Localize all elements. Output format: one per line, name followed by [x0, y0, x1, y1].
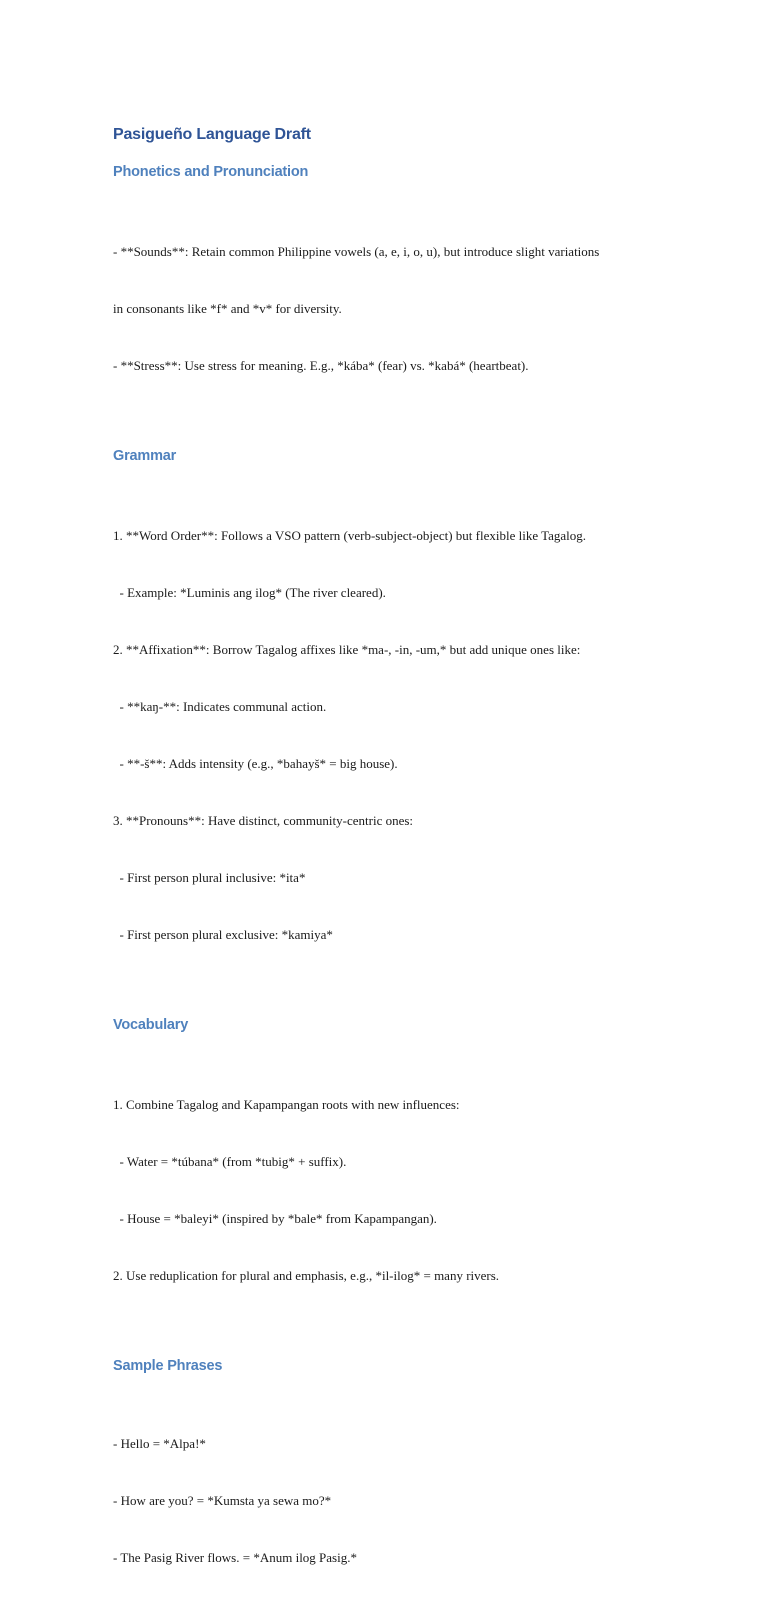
text-line: 2. **Affixation**: Borrow Tagalog affixes like *ma-, -in, -um,* but add unique ones like:: [113, 642, 581, 657]
text-line: - **Sounds**: Retain common Philippine vowels (a, e, i, o, u), but introduce slight variations: [113, 244, 600, 259]
heading-vocabulary: Vocabulary: [113, 1017, 189, 1033]
text-line: - **kaŋ-**: Indicates communal action.: [113, 699, 327, 714]
text-line: - Water = *túbana* (from *tubig* + suffix).: [113, 1154, 347, 1169]
text-line: - House = *baleyi* (inspired by *bale* from Kapampangan).: [113, 1211, 437, 1226]
paragraph-sample-phrases: [113, 1396, 673, 1605]
text-line: 3. **Pronouns**: Have distinct, community-centric ones:: [113, 813, 414, 828]
text-line: - **-š**: Adds intensity (e.g., *bahayš* = big house).: [113, 756, 398, 771]
text-line: - First person plural exclusive: *kamiya*: [113, 927, 333, 942]
text-line: - Hello = *Alpa!*: [113, 1436, 206, 1451]
text-line: - **Stress**: Use stress for meaning. E.g., *kába* (fear) vs. *kabá* (heartbeat).: [113, 358, 529, 373]
text-line: - The Pasig River flows. = *Anum ilog Pasig.*: [113, 1550, 357, 1565]
text-line: - How are you? = *Kumsta ya sewa mo?*: [113, 1493, 332, 1508]
document-body: [113, 124, 673, 1605]
paragraph-phonetics: [113, 204, 673, 413]
heading-sample-phrases: Sample Phrases: [113, 1358, 223, 1374]
text-line: 1. **Word Order**: Follows a VSO pattern (verb-subject-object) but flexible like Tagalog.: [113, 528, 587, 543]
text-line: 2. Use reduplication for plural and emphasis, e.g., *il-ilog* = many rivers.: [113, 1268, 500, 1283]
paragraph-vocabulary: [113, 1057, 673, 1323]
heading-phonetics: Phonetics and Pronunciation: [113, 164, 309, 180]
text-line: - First person plural inclusive: *ita*: [113, 870, 306, 885]
text-line: - Example: *Luminis ang ilog* (The river cleared).: [113, 585, 386, 600]
text-line: 1. Combine Tagalog and Kapampangan roots with new influences:: [113, 1097, 460, 1112]
document-title: Pasigueño Language Draft: [113, 126, 311, 143]
text-line: in consonants like *f* and *v* for diversity.: [113, 301, 342, 316]
heading-grammar: Grammar: [113, 448, 177, 464]
paragraph-grammar: [113, 488, 673, 982]
